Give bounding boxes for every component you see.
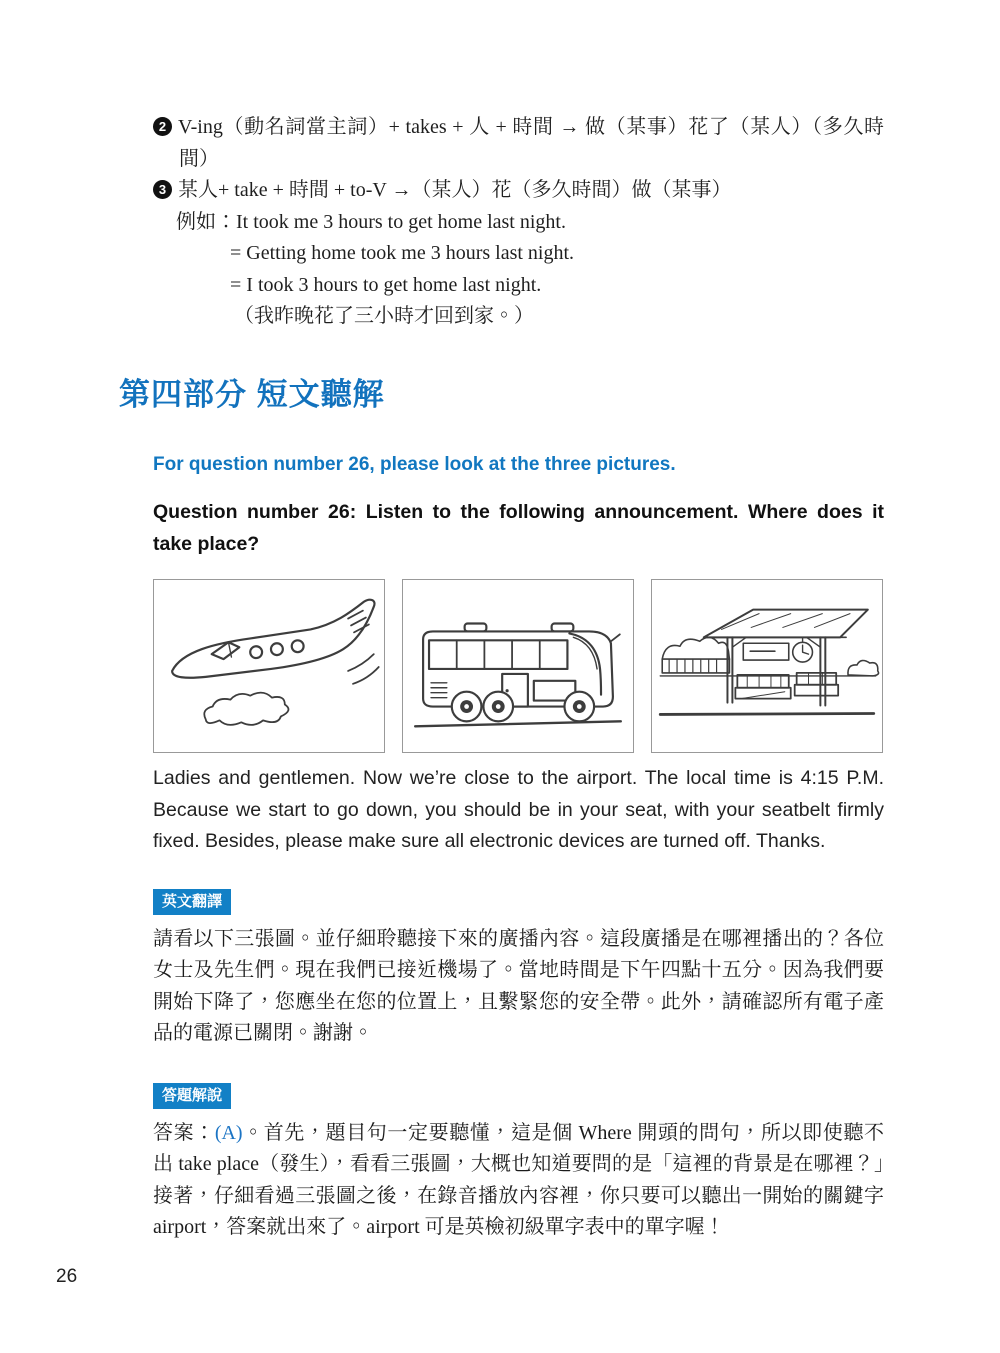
airplane-drawing xyxy=(154,580,384,752)
example-line: （我昨晚花了三小時才回到家。） xyxy=(234,305,534,327)
question-intro: For question number 26, please look at the three pictures. xyxy=(153,453,676,475)
example-line: = I took 3 hours to get home last night. xyxy=(230,273,542,296)
question-text: Question number 26: Listen to the following announcement. Where does it take place? xyxy=(153,500,884,555)
answer-pictures-row xyxy=(153,579,884,753)
section-title: 第四部分 短文聽解 xyxy=(119,376,385,412)
grammar-note-3-text: 某人+ take + 時間 + to-V →（某人）花（多久時間）做（某事） xyxy=(178,179,732,201)
picture-option-c xyxy=(651,579,883,753)
listening-passage: Ladies and gentlemen. Now we’re close to the airport. The local time is 4:15 P.M. Because we start to go down, you should be in your seat, with your seatbelt firmly fixed. Besides, please make sure all electronic devices are turned off. Thanks. xyxy=(153,767,884,852)
page-number: 26 xyxy=(56,1266,78,1287)
explanation-badge: 答題解說 xyxy=(153,1083,231,1109)
picture-option-b xyxy=(402,579,634,753)
picture-option-a xyxy=(153,579,385,753)
explanation-text xyxy=(153,1118,884,1243)
grammar-note-2-text: V-ing（動名詞當主詞）+ takes + 人 + 時間 → 做（某事）花了（某人）（多久時間） xyxy=(178,116,884,170)
bus-drawing xyxy=(403,580,633,752)
example-sentences xyxy=(176,207,884,333)
translation-text: 請看以下三張圖。並仔細聆聽接下來的廣播內容。這段廣播是在哪裡播出的？各位女士及先生們。現在我們已接近機場了。當地時間是下午四點十五分。因為我們要開始下降了，您應坐在您的位置上，且繫緊您的安全帶。此外，請確認所有電子產品的電源已關閉。謝謝。 xyxy=(153,928,884,1044)
example-line: = Getting home took me 3 hours last night. xyxy=(230,242,575,264)
grammar-note-2 xyxy=(153,112,884,175)
explanation-body: 。首先，題目句一定要聽懂，這是個 Where 開頭的問句，所以即使聽不出 take place（發生），看看三張圖，大概也知道要問的是「這裡的背景是在哪裡？」接著，仔細看過三張圖之後，在錄音播放內容裡，你只要可以聽出一開始的關鍵字 airport，答案就出來了。airport 可是英檢初級單字表中的單字喔！ xyxy=(153,1122,884,1239)
train-platform-drawing xyxy=(652,580,882,752)
translation-badge: 英文翻譯 xyxy=(153,889,231,915)
answer-prefix: 答案： xyxy=(153,1122,215,1145)
circled-number-3-icon: 3 xyxy=(153,180,172,199)
answer-letter: (A) xyxy=(214,1122,243,1145)
example-line: 例如：It took me 3 hours to get home last night. xyxy=(176,210,566,233)
grammar-note-3 xyxy=(153,175,884,207)
circled-number-2-icon: 2 xyxy=(153,117,172,136)
